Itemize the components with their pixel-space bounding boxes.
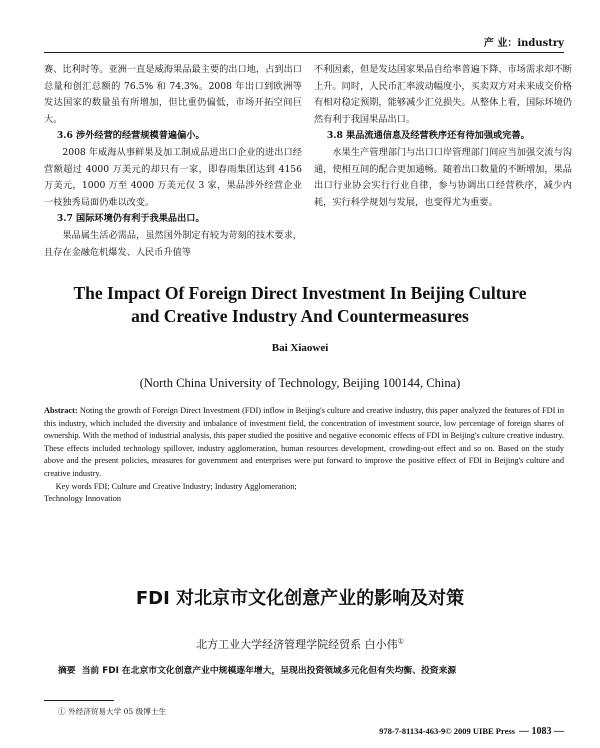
paper-title-line-2: and Creative Industry And Countermeasures [131, 306, 469, 326]
header-rule [44, 52, 564, 53]
page-number: — 1083 — [519, 726, 564, 737]
page-info [379, 726, 564, 737]
left-paragraph-1: 赛、比利时等。亚洲一直是威海果品最主要的出口地，占到出口总量和创汇总额的 76.5% 和 74.3%。2008 年出口到欧洲等发达国家的数量虽有所增加，但比重仍偏低，市场开拓空间巨大。 [44, 64, 302, 125]
footnote: ① 外经济贸易大学 05 级博士生 [58, 707, 167, 716]
paper-title [30, 282, 570, 328]
chinese-abstract [58, 664, 564, 678]
keywords-text-2: Technology Innovation [44, 494, 122, 504]
paper-affiliation: (North China University of Technology, Beijing 100144, China) [139, 376, 461, 390]
left-heading-1: 3.6 涉外经营的经营规模普遍偏小。 [56, 130, 205, 142]
chinese-author-text: 北方工业大学经济管理学院经贸系 白小伟 [196, 638, 398, 651]
left-heading-2: 3.7 国际环境仍有利于我果品出口。 [56, 213, 205, 225]
chinese-title: FDI 对北京市文化创意产业的影响及对策 [135, 588, 465, 609]
footnote-mark: ① [397, 637, 404, 646]
running-header: 产 业：industry [483, 38, 564, 49]
chinese-abstract-text: 当前 FDI 在北京市文化创意产业中规模逐年增大，呈现出投资领域多元化但有失均衡、投资来源 [81, 666, 457, 676]
right-paragraph-2: 水果生产管理部门与出口口岸管理部门间应当加强交流与沟通，使相互间的配合更加通畅。随着出口数量的不断增加，果品出口行业协会实行行业自律，参与协调出口经营秩序，减少内耗，实行科学规划与发展，也变得尤为重要。 [314, 146, 572, 208]
footnote-rule [44, 700, 114, 701]
isbn-text: 978-7-81134-463-9© 2009 UIBE Press [379, 726, 515, 736]
abstract-text: Noting the growth of Foreign Direct Investment (FDI) inflow in Beijing's culture and creative industry, this paper analyzed the features of FDI in this industry, which included the diversity and imbalance of investment field, the concentration of investment source, low percentage of foreign shares of ownership. With the method of industrial analysis, this paper studied the positive and negative economic effects of FDI in Beijing's culture creative industry. These effects included technology spillover, industry agglomeration, human resources development, crowding-out effect and so on. Based on the study above and the present policies, measures for government and enterprises were put forward to improve the positive effect of FDI in Beijing's culture and creative industry. [44, 406, 564, 478]
chinese-author [0, 636, 600, 652]
paper-author: Bai Xiaowei [271, 342, 329, 354]
chinese-abstract-label: 摘要 [58, 666, 76, 676]
right-paragraph-1: 不利因素，但是发达国家果品自给率普遍下降、市场需求却不断上升。同时，人民币汇率波动幅度小，买卖双方对未来成交价格有相对稳定预期，能够减少汇兑损失。从整体上看，国际环境仍然有利于我国果品出口。 [314, 64, 572, 125]
right-heading-1: 3.8 果品流通信息及经营秩序还有待加强或完善。 [326, 130, 530, 142]
abstract-label: Abstract: [44, 406, 78, 415]
left-paragraph-2: 2008 年威海从事鲜果及加工制成品进出口企业的进出口经营额超过 4000 万美元的却只有一家，即春雨集团达到 4156 万美元，1000 万至 4000 万美元仅 3 家，果品涉外经营企业一枝独秀局面仍难以改变。 [44, 146, 302, 208]
right-column [314, 62, 572, 211]
abstract-block [44, 405, 564, 506]
keywords-text: FDI; Culture and Creative Industry; Industry Agglomeration; [91, 481, 297, 491]
left-column [44, 62, 302, 261]
keywords-label: Key words [55, 481, 92, 491]
paper-title-line-1: The Impact Of Foreign Direct Investment In Beijing Culture [73, 283, 527, 303]
left-paragraph-3: 果品属生活必需品，虽然国外制定有较为苛刻的技术要求，且存在金融危机爆发、人民币升值等 [44, 229, 302, 258]
